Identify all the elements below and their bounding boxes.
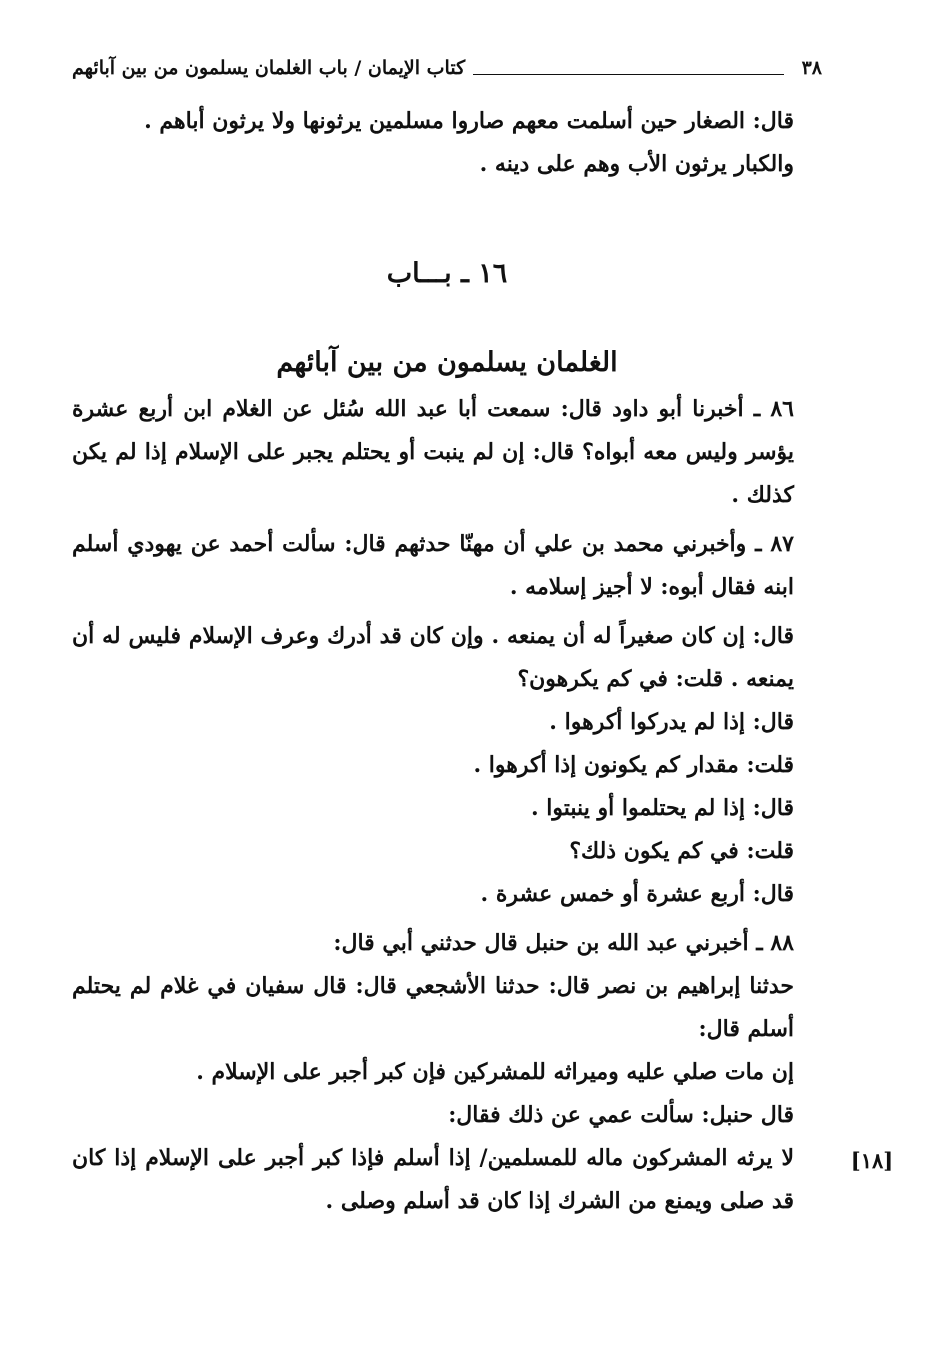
hadith-text: عبد الله بن حنبل قال حدثني أبي قال:: [333, 930, 678, 956]
hadith-88-line-2: حدثنا إبراهيم بن نصر قال: حدثنا الأشجعي قال: قال سفيان في غلام لم يحتلم أسلم قال:: [72, 973, 794, 1042]
hadith-number: ٨٨ ـ: [756, 930, 794, 956]
page-body: [72, 100, 822, 1223]
dialogue-line: قلت: مقدار كم يكونون إذا أكرهوا .: [473, 752, 794, 778]
intro-line-1: قال: الصغار حين أسلمت معهم صاروا مسلمين يرثونها ولا يرثون أباهم .: [144, 108, 794, 134]
dialogue-line: قال: أربع عشرة أو خمس عشرة .: [480, 881, 794, 907]
hadith-keyword: أخبرني: [685, 930, 749, 956]
section-title: الغلمان يسلمون من بين آبائهم: [276, 347, 618, 378]
hadith-88-line-5: لا يرثه المشركون ماله للمسلمين/ إذا أسلم فإذا كبر أجبر على الإسلام إذا كان قد صلى ويمنع من الشرك إذا كان قد أسلم وصلى .: [72, 1145, 794, 1214]
intro-line-2: والكبار يرثون الأب وهم على دينه .: [479, 151, 794, 177]
hadith-number: ٨٦ ـ: [753, 396, 794, 422]
chapter-heading: ١٦ ـ بـــاب: [386, 258, 508, 289]
hadith-keyword: أخبرنا: [692, 396, 744, 422]
dialogue-line: قال: إذا لم يدركوا أكرهوا .: [549, 709, 794, 735]
hadith-text: محمد بن علي أن مهنّا حدثهم قال: سألت أحمد عن يهودي أسلم ابنه فقال أبوه: لا أجيز إسلامه .: [72, 531, 794, 600]
dialogue-line: قال: إذا لم يحتلموا أو ينبتوا .: [530, 795, 794, 821]
page-number: ٣٨: [801, 57, 822, 79]
page-header: [72, 52, 822, 84]
hadith-keyword: وأخبرني: [672, 531, 747, 557]
running-title: كتاب الإيمان / باب الغلمان يسلمون من بين آبائهم: [72, 57, 466, 79]
hadith-text: أبو داود قال: سمعت أبا عبد الله سُئل عن الغلام ابن أربع عشرة يؤسر وليس معه أبواه؟ قال: إن لم ينبت أو يحتلم يجبر على الإسلام إذا لم يكن كذلك .: [72, 396, 794, 508]
margin-reference: [١٨]: [850, 1148, 894, 1173]
hadith-88-line-4: قال حنبل: سألت عمي عن ذلك فقال:: [448, 1102, 794, 1128]
dialogue-line: قلت: في كم يكون ذلك؟: [569, 838, 794, 864]
hadith-number: ٨٧ ـ: [755, 531, 794, 557]
hadith-86: [72, 388, 822, 517]
hadith-88: [72, 922, 822, 965]
hadith-87-continued: قال: إن كان صغيراً له أن يمنعه . وإن كان قد أدرك وعرف الإسلام فليس له أن يمنعه . قلت: في كم يكرهون؟: [72, 623, 794, 692]
hadith-88-line-3: إن مات صلي عليه وميراثه للمشركين فإن كبر أجبر على الإسلام .: [196, 1059, 794, 1085]
hadith-87: [72, 523, 822, 609]
header-rule: [473, 74, 783, 75]
